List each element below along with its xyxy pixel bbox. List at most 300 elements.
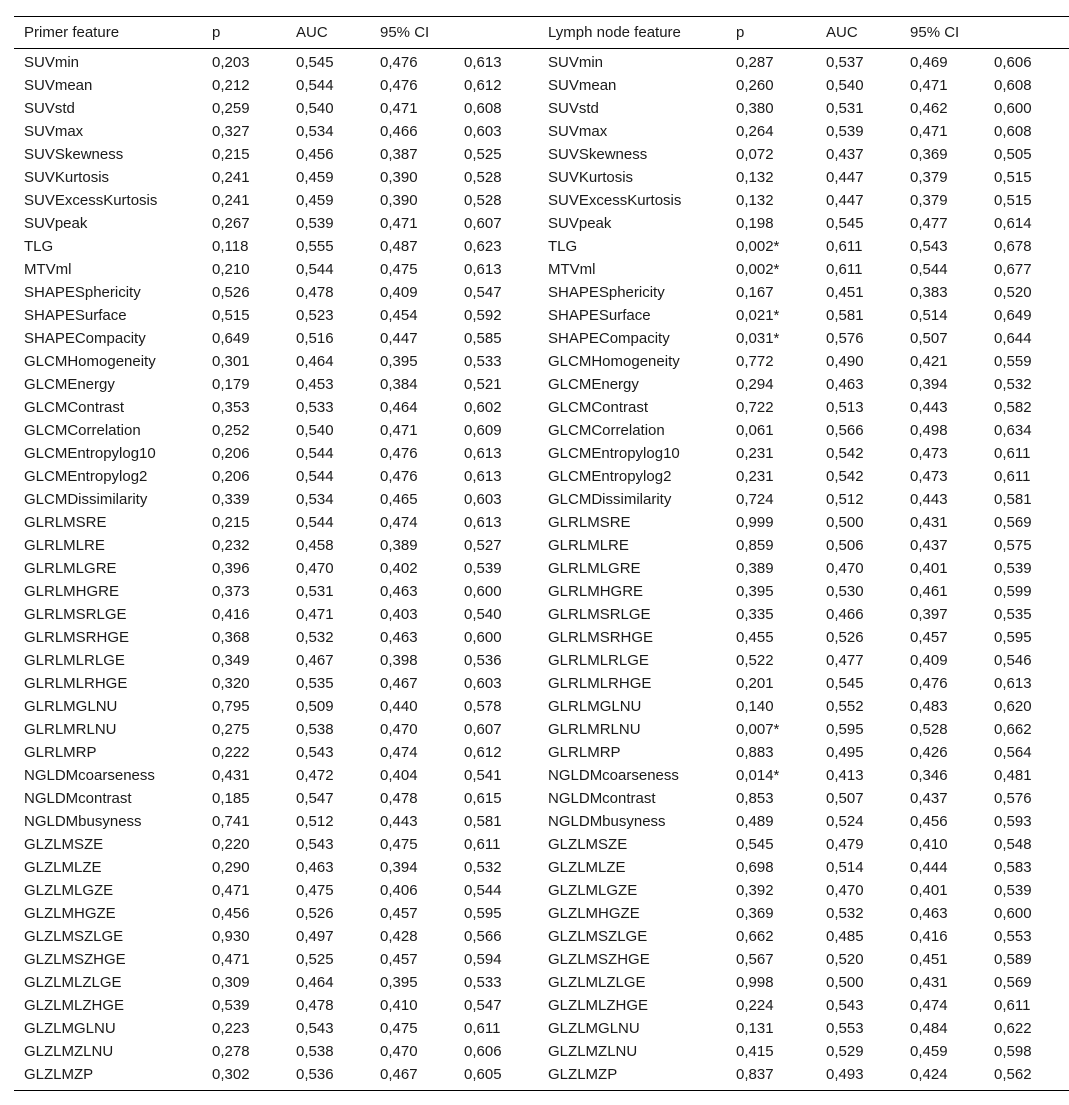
cell-primer-feature: SHAPESphericity [24, 284, 141, 301]
cell-ci-upper: 0,594 [464, 951, 502, 968]
cell-ci-upper: 0,603 [464, 491, 502, 508]
table-row [14, 166, 1069, 189]
cell-primer-feature: GLZLMZP [14, 1063, 202, 1091]
cell-auc: 0,512 [296, 813, 334, 830]
cell-ln-feature: GLZLMZLNU [548, 1043, 638, 1060]
header-ci: 95% CI [380, 24, 430, 41]
cell-primer-feature: GLCMContrast [24, 399, 125, 416]
cell-p-value: 0,456 [212, 905, 250, 922]
cell-primer-feature: SUVmean [24, 77, 93, 94]
cell-ci-lower: 0,410 [380, 997, 418, 1014]
cell-primer-feature: GLRLMSRE [24, 514, 107, 531]
cell-ci-upper: 0,611 [464, 1020, 501, 1037]
cell-ln-auc: 0,611 [826, 261, 863, 278]
cell-ln-p-value: 0,287 [736, 54, 774, 71]
cell-ln-ci-upper: 0,606 [994, 54, 1032, 71]
cell-ln-auc: 0,413 [826, 767, 864, 784]
cell-ln-ci-upper: 0,593 [994, 813, 1032, 830]
cell-ln-ci-lower: 0,424 [900, 1063, 984, 1091]
table-row [14, 1063, 1069, 1091]
cell-p-value: 0,539 [212, 997, 250, 1014]
cell-ln-ci-upper: 0,559 [994, 353, 1032, 370]
cell-ln-p-value: 0,132 [736, 192, 774, 209]
cell-ci-lower: 0,476 [380, 77, 418, 94]
cell-auc: 0,526 [296, 905, 334, 922]
cell-ln-ci-lower: 0,528 [910, 721, 948, 738]
cell-ci-lower: 0,440 [380, 698, 418, 715]
cell-primer-feature: SUVSkewness [24, 146, 124, 163]
header-ln-auc: AUC [826, 24, 858, 41]
cell-auc: 0,547 [296, 790, 334, 807]
cell-auc: 0,538 [296, 721, 334, 738]
cell-ci-lower: 0,457 [380, 951, 418, 968]
cell-ln-ci-upper: 0,535 [994, 606, 1032, 623]
cell-ci-lower: 0,475 [380, 836, 418, 853]
cell-ci-upper: 0,566 [464, 928, 502, 945]
cell-ln-feature: SHAPECompacity [548, 330, 670, 347]
cell-auc: 0,497 [296, 928, 334, 945]
cell-ln-ci-upper: 0,515 [994, 169, 1032, 186]
cell-ln-p-value: 0,231 [736, 445, 774, 462]
cell-ln-ci-lower: 0,476 [910, 675, 948, 692]
cell-ci-lower: 0,471 [380, 422, 418, 439]
cell-p-value: 0,241 [212, 169, 250, 186]
cell-ln-feature: GLZLMLGZE [548, 882, 638, 899]
cell-ln-ci-lower: 0,498 [910, 422, 948, 439]
cell-p-value: 0,259 [212, 100, 250, 117]
cell-primer-feature: GLCMDissimilarity [24, 491, 148, 508]
cell-ln-ci-upper: 0,548 [994, 836, 1032, 853]
cell-auc: 0,536 [286, 1063, 370, 1091]
table-row [14, 649, 1069, 672]
cell-primer-feature: GLZLMZLNU [24, 1043, 114, 1060]
table-row [14, 304, 1069, 327]
cell-ln-ci-lower: 0,461 [910, 583, 948, 600]
cell-auc: 0,509 [296, 698, 334, 715]
cell-auc: 0,535 [296, 675, 334, 692]
cell-ln-p-value: 0,883 [736, 744, 774, 761]
cell-primer-feature: GLCMEntropylog2 [24, 468, 148, 485]
cell-ln-p-value: 0,260 [736, 77, 774, 94]
cell-ln-ci-upper: 0,583 [994, 859, 1032, 876]
cell-ci-lower: 0,475 [380, 261, 418, 278]
table-row [14, 488, 1069, 511]
cell-ln-ci-lower: 0,369 [910, 146, 948, 163]
table-row [14, 971, 1069, 994]
cell-ln-auc: 0,526 [826, 629, 864, 646]
cell-auc: 0,470 [296, 560, 334, 577]
table-row [14, 787, 1069, 810]
cell-ln-feature: GLRLMHGRE [548, 583, 644, 600]
cell-ln-ci-upper: 0,582 [994, 399, 1032, 416]
cell-primer-feature: GLRLMRP [24, 744, 97, 761]
cell-ci-upper: 0,595 [464, 905, 502, 922]
cell-ln-feature: NGLDMbusyness [548, 813, 666, 830]
cell-auc: 0,464 [296, 974, 334, 991]
cell-ln-feature: TLG [548, 238, 578, 255]
table-row [14, 442, 1069, 465]
table-row [14, 74, 1069, 97]
cell-ln-auc: 0,530 [826, 583, 864, 600]
cell-ln-p-value: 0,014* [736, 767, 780, 784]
table-row [14, 1017, 1069, 1040]
cell-ln-p-value: 0,859 [736, 537, 774, 554]
cell-ln-feature: GLCMEnergy [548, 376, 639, 393]
cell-p-value: 0,278 [212, 1043, 250, 1060]
table-row [14, 258, 1069, 281]
cell-ln-ci-lower: 0,477 [910, 215, 948, 232]
cell-ln-ci-upper: 0,613 [994, 675, 1032, 692]
cell-ln-ci-upper: 0,611 [994, 468, 1031, 485]
cell-ci-upper: 0,603 [464, 675, 502, 692]
cell-ln-p-value: 0,002* [736, 261, 780, 278]
cell-ln-auc: 0,552 [826, 698, 864, 715]
cell-ln-p-value: 0,395 [736, 583, 774, 600]
cell-ci-upper: 0,607 [464, 215, 502, 232]
table-row [14, 557, 1069, 580]
cell-ln-auc: 0,595 [826, 721, 864, 738]
cell-p-value: 0,290 [212, 859, 250, 876]
cell-ln-ci-lower: 0,484 [910, 1020, 948, 1037]
cell-ln-feature: GLZLMLZLGE [548, 974, 646, 991]
cell-p-value: 0,741 [212, 813, 250, 830]
cell-ci-lower: 0,390 [380, 169, 418, 186]
cell-ci-lower: 0,428 [380, 928, 418, 945]
cell-ci-lower: 0,470 [380, 1043, 418, 1060]
cell-ln-ci-lower: 0,443 [910, 491, 948, 508]
cell-ln-ci-upper: 0,564 [994, 744, 1032, 761]
cell-primer-feature: TLG [24, 238, 54, 255]
cell-auc: 0,544 [296, 468, 334, 485]
cell-ln-feature: GLZLMLZHGE [548, 997, 649, 1014]
cell-auc: 0,516 [296, 330, 334, 347]
cell-ln-feature: GLZLMZP [538, 1063, 726, 1091]
cell-ln-p-value: 0,201 [736, 675, 774, 692]
cell-p-value: 0,353 [212, 399, 250, 416]
cell-ln-feature: SUVSkewness [548, 146, 648, 163]
cell-auc: 0,533 [296, 399, 334, 416]
header-auc: AUC [296, 24, 328, 41]
cell-auc: 0,464 [296, 353, 334, 370]
table-row [14, 1040, 1069, 1063]
cell-ln-feature: GLCMEntropylog2 [548, 468, 672, 485]
cell-p-value: 0,349 [212, 652, 250, 669]
cell-auc: 0,539 [296, 215, 334, 232]
cell-ln-ci-upper: 0,677 [994, 261, 1032, 278]
cell-primer-feature: GLCMCorrelation [24, 422, 141, 439]
cell-auc: 0,534 [296, 123, 334, 140]
cell-ln-ci-lower: 0,437 [910, 537, 948, 554]
table-row [14, 235, 1069, 258]
cell-p-value: 0,649 [212, 330, 250, 347]
cell-ci-upper: 0,547 [464, 997, 502, 1014]
cell-ln-auc: 0,479 [826, 836, 864, 853]
cell-primer-feature: GLRLMRLNU [24, 721, 117, 738]
cell-ln-p-value: 0,369 [736, 905, 774, 922]
cell-ln-auc: 0,532 [826, 905, 864, 922]
cell-ln-ci-lower: 0,473 [910, 468, 948, 485]
cell-ln-p-value: 0,380 [736, 100, 774, 117]
cell-ln-feature: GLZLMSZLGE [548, 928, 648, 945]
cell-ln-p-value: 0,724 [736, 491, 774, 508]
cell-ln-ci-upper: 0,532 [994, 376, 1032, 393]
cell-ci-upper: 0,613 [464, 445, 502, 462]
cell-ln-auc: 0,463 [826, 376, 864, 393]
cell-primer-feature: GLZLMHGZE [24, 905, 116, 922]
cell-ci-upper: 0,592 [464, 307, 502, 324]
cell-primer-feature: SUVpeak [24, 215, 88, 232]
cell-ln-ci-lower: 0,443 [910, 399, 948, 416]
cell-ln-auc: 0,513 [826, 399, 864, 416]
cell-ln-p-value: 0,031* [736, 330, 780, 347]
cell-ln-auc: 0,539 [826, 123, 864, 140]
cell-ln-ci-lower: 0,379 [910, 192, 948, 209]
cell-ln-ci-upper: 0,553 [994, 928, 1032, 945]
cell-ln-ci-upper: 0,515 [994, 192, 1032, 209]
cell-ln-p-value: 0,522 [736, 652, 774, 669]
cell-ln-p-value: 0,567 [736, 951, 774, 968]
cell-ln-auc: 0,566 [826, 422, 864, 439]
cell-ci-lower: 0,471 [380, 100, 418, 117]
cell-ln-ci-upper: 0,481 [994, 767, 1032, 784]
cell-ci-upper: 0,533 [464, 974, 502, 991]
cell-ln-ci-lower: 0,462 [910, 100, 948, 117]
cell-ci-lower: 0,467 [380, 675, 418, 692]
cell-p-value: 0,301 [212, 353, 250, 370]
cell-ln-p-value: 0,698 [736, 859, 774, 876]
cell-ci-lower: 0,443 [380, 813, 418, 830]
cell-primer-feature: GLZLMLZE [24, 859, 102, 876]
cell-primer-feature: GLRLMSRHGE [24, 629, 130, 646]
cell-p-value: 0,220 [212, 836, 250, 853]
cell-auc: 0,459 [296, 192, 334, 209]
cell-p-value: 0,210 [212, 261, 250, 278]
cell-ln-p-value: 0,837 [726, 1063, 816, 1091]
cell-ln-p-value: 0,007* [736, 721, 780, 738]
table-row [14, 373, 1069, 396]
cell-ln-p-value: 0,998 [736, 974, 774, 991]
table-row [14, 856, 1069, 879]
cell-ci-upper: 0,578 [464, 698, 502, 715]
cell-ln-ci-upper: 0,539 [994, 882, 1032, 899]
cell-primer-feature: NGLDMcontrast [24, 790, 132, 807]
cell-ci-lower: 0,475 [380, 1020, 418, 1037]
table-row [14, 97, 1069, 120]
cell-ln-auc: 0,507 [826, 790, 864, 807]
cell-ln-p-value: 0,021* [736, 307, 780, 324]
cell-ci-lower: 0,403 [380, 606, 418, 623]
cell-ln-auc: 0,540 [826, 77, 864, 94]
cell-ci-upper: 0,540 [464, 606, 502, 623]
table-row [14, 902, 1069, 925]
cell-ln-ci-lower: 0,431 [910, 974, 948, 991]
cell-primer-feature: NGLDMcoarseness [24, 767, 155, 784]
cell-auc: 0,532 [296, 629, 334, 646]
cell-ln-ci-lower: 0,409 [910, 652, 948, 669]
cell-ci-upper: 0,605 [454, 1063, 538, 1091]
cell-ln-ci-lower: 0,416 [910, 928, 948, 945]
cell-ci-lower: 0,476 [380, 445, 418, 462]
table-row [14, 281, 1069, 304]
cell-ln-feature: SUVstd [548, 100, 599, 117]
cell-ln-ci-upper: 0,611 [994, 445, 1031, 462]
cell-ln-feature: GLRLMSRLGE [548, 606, 651, 623]
table-row [14, 626, 1069, 649]
cell-auc: 0,544 [296, 514, 334, 531]
cell-ln-ci-lower: 0,346 [910, 767, 948, 784]
cell-ln-p-value: 0,455 [736, 629, 774, 646]
cell-p-value: 0,252 [212, 422, 250, 439]
cell-ci-upper: 0,603 [464, 123, 502, 140]
cell-ci-lower: 0,465 [380, 491, 418, 508]
cell-ln-ci-upper: 0,644 [994, 330, 1032, 347]
cell-ci-lower: 0,474 [380, 744, 418, 761]
cell-ln-ci-lower: 0,507 [910, 330, 948, 347]
cell-ci-upper: 0,623 [464, 238, 502, 255]
cell-ln-auc: 0,542 [826, 468, 864, 485]
table-row [14, 419, 1069, 442]
table-row [14, 810, 1069, 833]
cell-ln-ci-lower: 0,410 [910, 836, 948, 853]
cell-primer-feature: SUVExcessKurtosis [24, 192, 158, 209]
cell-auc: 0,475 [296, 882, 334, 899]
cell-ln-auc: 0,512 [826, 491, 864, 508]
cell-ln-auc: 0,485 [826, 928, 864, 945]
cell-ln-ci-upper: 0,608 [994, 123, 1032, 140]
cell-primer-feature: GLRLMLRLGE [24, 652, 125, 669]
cell-primer-feature: GLRLMLRHGE [24, 675, 128, 692]
cell-ln-auc: 0,500 [826, 514, 864, 531]
table-row [14, 327, 1069, 350]
cell-ln-feature: NGLDMcoarseness [548, 767, 679, 784]
cell-primer-feature: GLRLMLRE [24, 537, 105, 554]
cell-ln-feature: GLCMEntropylog10 [548, 445, 680, 462]
cell-p-value: 0,471 [212, 882, 250, 899]
cell-ci-upper: 0,611 [464, 836, 501, 853]
cell-ln-p-value: 0,132 [736, 169, 774, 186]
cell-p-value: 0,431 [212, 767, 250, 784]
cell-ln-ci-upper: 0,608 [994, 77, 1032, 94]
header-lymph-node-feature: Lymph node feature [548, 24, 681, 41]
cell-auc: 0,471 [296, 606, 334, 623]
cell-ln-p-value: 0,662 [736, 928, 774, 945]
cell-ln-ci-upper: 0,600 [994, 905, 1032, 922]
cell-p-value: 0,373 [212, 583, 250, 600]
cell-ln-ci-upper: 0,575 [994, 537, 1032, 554]
cell-auc: 0,459 [296, 169, 334, 186]
cell-ci-lower: 0,474 [380, 514, 418, 531]
cell-ln-p-value: 0,061 [736, 422, 774, 439]
cell-ln-auc: 0,545 [826, 215, 864, 232]
cell-ci-lower: 0,471 [380, 215, 418, 232]
cell-primer-feature: GLZLMSZE [24, 836, 104, 853]
cell-ln-feature: GLRLMGLNU [548, 698, 642, 715]
table-row [14, 994, 1069, 1017]
cell-ci-lower: 0,463 [380, 583, 418, 600]
cell-ci-lower: 0,463 [380, 629, 418, 646]
cell-ln-ci-upper: 0,569 [994, 514, 1032, 531]
cell-ln-ci-upper: 0,662 [994, 721, 1032, 738]
cell-primer-feature: GLZLMSZLGE [24, 928, 124, 945]
table-row [14, 764, 1069, 787]
cell-ln-auc: 0,493 [816, 1063, 900, 1091]
cell-primer-feature: GLRLMSRLGE [24, 606, 127, 623]
cell-ln-ci-upper: 0,678 [994, 238, 1032, 255]
table-row [14, 879, 1069, 902]
cell-ln-p-value: 0,140 [736, 698, 774, 715]
cell-ci-lower: 0,478 [380, 790, 418, 807]
cell-p-value: 0,795 [212, 698, 250, 715]
cell-ln-feature: GLCMHomogeneity [548, 353, 680, 370]
cell-primer-feature: GLCMEntropylog10 [24, 445, 156, 462]
cell-ci-upper: 0,600 [464, 583, 502, 600]
cell-ci-lower: 0,409 [380, 284, 418, 301]
cell-primer-feature: SHAPECompacity [24, 330, 146, 347]
cell-p-value: 0,206 [212, 445, 250, 462]
table-row [14, 396, 1069, 419]
cell-ln-ci-lower: 0,463 [910, 905, 948, 922]
cell-ln-auc: 0,611 [826, 238, 863, 255]
cell-auc: 0,478 [296, 284, 334, 301]
cell-ci-upper: 0,612 [464, 77, 502, 94]
cell-ln-ci-lower: 0,473 [910, 445, 948, 462]
cell-ln-ci-lower: 0,543 [910, 238, 948, 255]
cell-auc: 0,525 [296, 951, 334, 968]
cell-ln-ci-upper: 0,614 [994, 215, 1032, 232]
cell-p-value: 0,185 [212, 790, 250, 807]
cell-auc: 0,543 [296, 836, 334, 853]
cell-auc: 0,453 [296, 376, 334, 393]
cell-ci-lower: 0,398 [380, 652, 418, 669]
cell-ln-feature: MTVml [548, 261, 596, 278]
cell-p-value: 0,267 [212, 215, 250, 232]
cell-ci-upper: 0,602 [464, 399, 502, 416]
cell-ln-p-value: 0,415 [736, 1043, 774, 1060]
cell-ci-upper: 0,608 [464, 100, 502, 117]
cell-p-value: 0,327 [212, 123, 250, 140]
cell-ln-p-value: 0,072 [736, 146, 774, 163]
cell-ci-upper: 0,612 [464, 744, 502, 761]
cell-ln-feature: SUVpeak [548, 215, 612, 232]
cell-ln-auc: 0,542 [826, 445, 864, 462]
cell-ci-lower: 0,402 [380, 560, 418, 577]
cell-primer-feature: GLCMEnergy [24, 376, 115, 393]
cell-ci-lower: 0,464 [380, 399, 418, 416]
cell-auc: 0,523 [296, 307, 334, 324]
table-row [14, 833, 1069, 856]
table-row [14, 603, 1069, 626]
cell-ln-ci-lower: 0,444 [910, 859, 948, 876]
table-row [14, 695, 1069, 718]
cell-ci-upper: 0,585 [464, 330, 502, 347]
cell-ln-feature: GLRLMLRLGE [548, 652, 649, 669]
cell-ln-ci-lower: 0,457 [910, 629, 948, 646]
cell-primer-feature: GLZLMLZHGE [24, 997, 125, 1014]
table-body [14, 49, 1069, 1091]
cell-ln-ci-lower: 0,474 [910, 997, 948, 1014]
cell-ln-feature: SHAPESurface [548, 307, 651, 324]
cell-ci-lower: 0,487 [380, 238, 418, 255]
cell-ci-upper: 0,541 [464, 767, 502, 784]
cell-ln-ci-upper: 0,634 [994, 422, 1032, 439]
cell-auc: 0,543 [296, 744, 334, 761]
table-row [14, 672, 1069, 695]
cell-ci-upper: 0,539 [464, 560, 502, 577]
cell-primer-feature: SHAPESurface [24, 307, 127, 324]
cell-ln-auc: 0,543 [826, 997, 864, 1014]
cell-ln-ci-lower: 0,456 [910, 813, 948, 830]
cell-auc: 0,456 [296, 146, 334, 163]
